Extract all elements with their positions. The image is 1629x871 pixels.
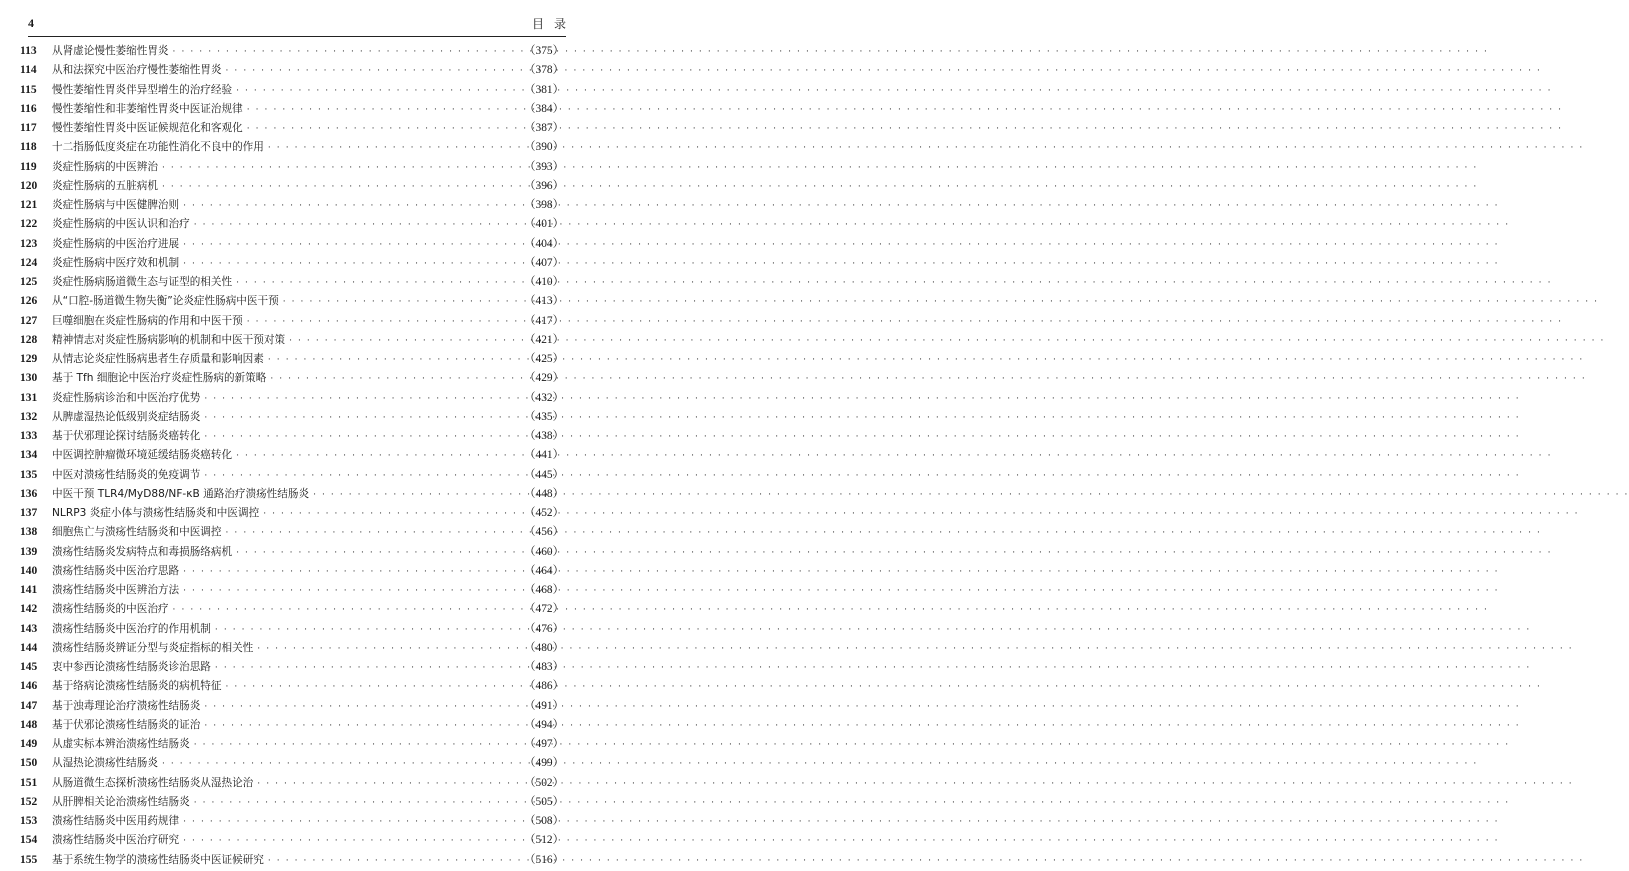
toc-entry-page: （468） [524,584,564,596]
toc-entry-title: 中医干预 TLR4/MyD88/NF-κB 通路治疗溃疡性结肠炎 [52,487,310,500]
toc-entry[interactable] [20,389,564,408]
toc-entry-page: （502） [524,776,564,789]
toc-entry-number: 135 [20,468,38,481]
toc-entry-number: 132 [20,410,38,423]
toc-entry-page: （452） [524,507,564,519]
page-header [28,14,576,32]
toc-entry[interactable] [20,600,564,619]
toc-entry[interactable] [20,331,564,350]
toc-dot-leader [215,621,522,640]
toc-dot-leader [226,62,523,81]
toc-entry-number: 118 [20,141,37,154]
toc-dot-leader [236,447,522,466]
toc-entry[interactable] [20,774,564,793]
toc-entry-number: 130 [20,372,38,385]
toc-entry[interactable] [20,369,564,388]
table-of-contents [20,42,564,870]
toc-entry[interactable] [20,292,564,311]
toc-entry[interactable] [20,562,564,581]
toc-entry-title: 中医对溃疡性结肠炎的免疫调节 [52,468,201,481]
toc-dot-leader [215,659,522,678]
toc-dot-leader [268,351,522,370]
toc-entry-number: 122 [20,218,38,231]
toc-entry-title: 巨噬细胞在炎症性肠病的作用和中医干预 [52,314,243,327]
toc-entry-number: 154 [20,834,38,847]
toc-entry-page: （499） [524,757,564,770]
toc-entry-page: （441） [524,449,564,462]
toc-entry-number: 136 [20,487,38,500]
toc-entry[interactable] [20,273,564,292]
toc-dot-leader [257,775,522,794]
toc-entry[interactable] [20,61,564,80]
toc-entry-page: （429） [524,372,564,385]
toc-dot-leader [226,524,523,543]
toc-entry[interactable] [20,119,564,138]
toc-entry[interactable] [20,658,564,677]
toc-dot-leader [236,82,522,101]
toc-entry-title: 从和法探究中医治疗慢性萎缩性胃炎 [52,64,222,77]
toc-entry[interactable] [20,754,564,773]
toc-entry-page: （491） [524,699,564,712]
toc-entry-title: 溃疡性结肠炎辨证分型与炎症指标的相关性 [52,641,254,654]
toc-entry-page: （390） [524,141,564,154]
toc-entry-page: （413） [524,295,564,308]
toc-entry-number: 114 [20,64,37,77]
toc-entry-title: 从虚实标本辨治溃疡性结肠炎 [52,738,190,750]
toc-dot-leader [194,736,522,755]
toc-entry-title: 基于伏邪论溃疡性结肠炎的证治 [52,718,201,731]
toc-entry-page: （516） [524,853,564,866]
toc-entry[interactable] [20,851,564,870]
toc-entry[interactable] [20,196,564,215]
toc-entry-title: 基于系统生物学的溃疡性结肠炎中医证候研究 [52,853,264,866]
toc-entry-page: （438） [524,430,564,442]
toc-dot-leader [226,678,523,697]
toc-entry-number: 123 [20,237,38,250]
toc-entry-title: 溃疡性结肠炎的中医治疗 [52,603,169,616]
toc-dot-leader [183,236,522,255]
toc-entry-page: （480） [524,641,564,654]
toc-entry-page: （425） [524,353,564,365]
header-rule [28,36,566,37]
toc-entry-title: 溃疡性结肠炎中医治疗的作用机制 [52,622,211,635]
toc-dot-leader [270,370,522,389]
toc-entry[interactable] [20,793,564,812]
toc-entry-page: （505） [524,795,564,808]
toc-dot-leader [204,717,522,736]
toc-entry[interactable] [20,177,564,196]
toc-entry-title: 衷中参西论溃疡性结肠炎诊治思路 [52,661,211,673]
toc-entry-page: （464） [524,564,564,577]
toc-dot-leader [173,601,523,620]
toc-entry[interactable] [20,254,564,273]
toc-entry-title: 溃疡性结肠炎发病特点和毒损肠络病机 [52,545,233,558]
toc-entry-page: （483） [524,661,564,673]
toc-dot-leader [268,852,522,871]
toc-entry[interactable] [20,408,564,427]
toc-entry-title: 炎症性肠病肠道微生态与证型的相关性 [52,276,233,288]
toc-entry-page: （421） [524,333,564,346]
toc-dot-leader [194,216,522,235]
toc-entry-number: 141 [20,584,38,596]
toc-dot-leader [236,544,522,563]
toc-entry-number: 131 [20,391,38,404]
toc-entry[interactable] [20,312,564,331]
toc-entry-number: 124 [20,256,38,269]
toc-entry-title: 十二指肠低度炎症在功能性消化不良中的作用 [52,141,264,154]
toc-dot-leader [263,505,522,524]
toc-entry-number: 113 [20,45,37,57]
toc-entry-number: 147 [20,699,38,712]
toc-entry[interactable] [20,581,564,600]
toc-entry-number: 128 [20,333,38,346]
toc-entry-title: 溃疡性结肠炎中医治疗思路 [52,564,180,577]
toc-entry-title: 从“口腔-肠道微生物失衡”论炎症性肠病中医干预 [52,295,279,308]
toc-dot-leader [162,178,522,197]
toc-entry-number: 155 [20,853,38,866]
toc-entry-title: 炎症性肠病与中医健脾治则 [52,199,180,211]
toc-entry-page: （378） [524,64,564,77]
toc-entry-number: 153 [20,815,38,827]
toc-dot-leader [289,332,522,351]
toc-entry-number: 119 [20,160,37,173]
toc-entry-page: （387） [524,122,564,134]
toc-entry-number: 138 [20,526,38,539]
toc-entry-number: 144 [20,641,38,654]
toc-entry-page: （375） [524,45,564,57]
toc-dot-leader [247,313,522,332]
toc-entry-title: 从肾虚论慢性萎缩性胃炎 [52,45,169,57]
toc-entry-number: 151 [20,776,38,789]
toc-dot-leader [204,467,522,486]
toc-entry-number: 117 [20,122,37,134]
toc-entry-title: 从肝脾相关论治溃疡性结肠炎 [52,795,190,808]
toc-dot-leader [268,139,522,158]
toc-entry-title: 溃疡性结肠炎中医辨治方法 [52,584,180,596]
toc-dot-leader [204,428,522,447]
toc-entry[interactable] [20,158,564,177]
toc-entry-title: 从情志论炎症性肠病患者生存质量和影响因素 [52,353,264,365]
toc-entry[interactable] [20,543,564,562]
toc-dot-leader [183,563,522,582]
toc-entry-page: （456） [524,526,564,539]
toc-entry-title: 精神情志对炎症性肠病影响的机制和中医干预对策 [52,333,286,346]
toc-dot-leader [183,255,522,274]
toc-entry-title: 炎症性肠病的中医辨治 [52,160,158,173]
toc-entry-title: 基于伏邪理论探讨结肠炎癌转化 [52,430,201,442]
toc-entry[interactable] [20,100,564,119]
toc-entry-page: （435） [524,410,564,423]
toc-entry-number: 125 [20,276,38,288]
toc-entry-page: （448） [524,487,564,500]
toc-dot-leader [247,101,522,120]
toc-entry-number: 142 [20,603,38,616]
toc-entry[interactable] [20,620,564,639]
toc-entry-title: 炎症性肠病的五脏病机 [52,179,158,192]
toc-entry-number: 121 [20,199,38,211]
toc-entry-number: 148 [20,718,38,731]
toc-entry[interactable] [20,677,564,696]
toc-entry-page: （401） [524,218,564,231]
toc-entry-title: 基于络病论溃疡性结肠炎的病机特征 [52,680,222,693]
toc-entry[interactable] [20,716,564,735]
toc-entry-title: 炎症性肠病诊治和中医治疗优势 [52,391,201,404]
toc-entry-page: （393） [524,160,564,173]
toc-entry-number: 115 [20,83,37,96]
toc-entry-page: （508） [524,815,564,827]
toc-dot-leader [204,409,522,428]
toc-entry-title: 中医调控肿瘤微环境延缓结肠炎癌转化 [52,449,233,462]
toc-entry-title: 基于 Tfh 细胞论中医治疗炎症性肠病的新策略 [52,372,267,385]
toc-entry-title: 溃疡性结肠炎中医用药规律 [52,815,180,827]
toc-dot-leader [194,794,522,813]
toc-entry[interactable] [20,215,564,234]
toc-entry[interactable] [20,42,564,61]
toc-entry-number: 139 [20,545,38,558]
toc-entry-title: 慢性萎缩性和非萎缩性胃炎中医证治规律 [52,102,243,115]
toc-entry-number: 140 [20,564,38,577]
toc-entry-number: 129 [20,353,38,365]
toc-entry-page: （497） [524,738,564,750]
toc-entry-page: （381） [524,83,564,96]
toc-entry-title: 从肠道微生态探析溃疡性结肠炎从湿热论治 [52,776,254,789]
toc-entry-number: 145 [20,661,38,673]
toc-entry-page: （398） [524,199,564,211]
toc-dot-leader [236,274,522,293]
toc-dot-leader [183,582,522,601]
toc-entry[interactable] [20,427,564,446]
toc-entry-number: 143 [20,622,38,635]
toc-dot-leader [173,43,523,62]
toc-entry-number: 152 [20,795,38,808]
toc-entry-title: NLRP3 炎症小体与溃疡性结肠炎和中医调控 [52,507,260,519]
toc-entry[interactable] [20,697,564,716]
toc-entry-number: 134 [20,449,38,462]
toc-entry-page: （417） [524,314,564,327]
toc-entry-title: 炎症性肠病的中医认识和治疗 [52,218,190,231]
toc-entry-title: 溃疡性结肠炎中医治疗研究 [52,834,180,847]
toc-entry-page: （494） [524,718,564,731]
toc-entry-number: 116 [20,102,37,115]
toc-entry[interactable] [20,235,564,254]
toc-entry[interactable] [20,81,564,100]
toc-entry-page: （432） [524,391,564,404]
toc-dot-leader [183,197,522,216]
document-page [0,0,594,866]
toc-entry-number: 137 [20,507,38,519]
toc-entry-title: 炎症性肠病的中医治疗进展 [52,237,180,250]
toc-entry-title: 细胞焦亡与溃疡性结肠炎和中医调控 [52,526,222,539]
toc-entry[interactable] [20,639,564,658]
toc-entry-title: 慢性萎缩性胃炎中医证候规范化和客观化 [52,122,243,134]
toc-dot-leader [162,159,522,178]
toc-entry-number: 126 [20,295,38,308]
toc-entry-page: （410） [524,276,564,288]
toc-entry[interactable] [20,485,564,504]
toc-entry[interactable] [20,446,564,465]
toc-dot-leader [247,120,522,139]
toc-dot-leader [162,755,522,774]
toc-entry-page: （486） [524,680,564,693]
toc-dot-leader [313,486,522,505]
toc-entry-number: 150 [20,757,38,770]
section-title: 目录 [531,16,576,31]
toc-entry[interactable] [20,504,564,523]
toc-entry-title: 炎症性肠病中医疗效和机制 [52,256,180,269]
toc-dot-leader [283,293,522,312]
toc-entry-number: 120 [20,179,38,192]
toc-entry[interactable] [20,523,564,542]
toc-entry-title: 基于浊毒理论治疗溃疡性结肠炎 [52,699,201,712]
toc-entry-page: （472） [524,603,564,616]
toc-entry[interactable] [20,831,564,850]
toc-entry-number: 133 [20,430,38,442]
toc-dot-leader [257,640,522,659]
toc-entry[interactable] [20,466,564,485]
toc-entry[interactable] [20,350,564,369]
toc-entry-page: （384） [524,102,564,115]
toc-entry-number: 146 [20,680,38,693]
toc-entry-page: （396） [524,179,564,192]
toc-dot-leader [204,698,522,717]
toc-entry[interactable] [20,735,564,754]
toc-entry-page: （407） [524,256,564,269]
toc-entry-page: （404） [524,237,564,250]
toc-entry-number: 149 [20,738,38,750]
toc-entry-page: （512） [524,834,564,847]
toc-entry-page: （445） [524,468,564,481]
toc-entry-number: 127 [20,314,38,327]
toc-entry-title: 慢性萎缩性胃炎伴异型增生的治疗经验 [52,83,233,96]
toc-dot-leader [204,390,522,409]
toc-dot-leader [183,813,522,832]
toc-entry-title: 从脾虚湿热论低级别炎症结肠炎 [52,410,201,423]
toc-dot-leader [183,832,522,851]
toc-entry[interactable] [20,812,564,831]
toc-entry-page: （476） [524,622,564,635]
toc-entry-page: （460） [524,545,564,558]
toc-entry[interactable] [20,138,564,157]
toc-entry-title: 从湿热论溃疡性结肠炎 [52,757,158,770]
page-number: 4 [28,15,34,30]
